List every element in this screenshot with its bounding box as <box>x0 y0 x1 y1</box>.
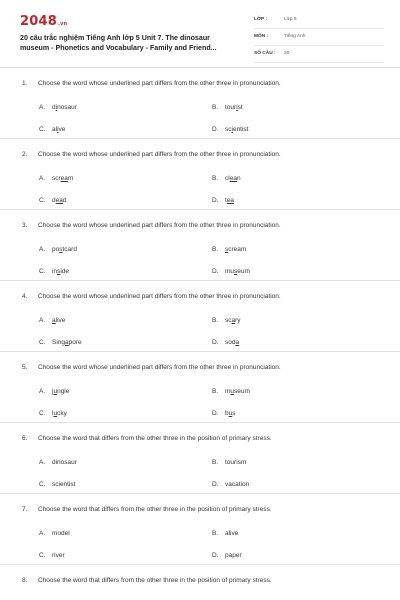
question-number: 2. <box>22 151 28 158</box>
option-letter: D. <box>212 339 219 346</box>
option-word <box>52 126 65 133</box>
word-part: b <box>225 410 229 417</box>
word-part: st <box>237 104 243 111</box>
option-word <box>52 552 65 559</box>
word-part: al <box>52 126 58 133</box>
answer-option[interactable] <box>212 126 249 133</box>
underlined-part: i <box>231 126 233 133</box>
option-word <box>52 317 65 324</box>
answer-option[interactable] <box>39 552 65 559</box>
question-number: 8. <box>22 577 28 584</box>
option-letter: B. <box>212 104 219 111</box>
meta-key: LỚP : <box>254 17 268 22</box>
answer-option[interactable] <box>39 317 65 324</box>
question-item <box>0 423 400 494</box>
answer-option[interactable] <box>39 388 69 395</box>
option-word <box>225 104 243 111</box>
answer-option[interactable] <box>39 126 65 133</box>
meta-key: SỐ CÂU : <box>254 51 276 56</box>
option-letter: B. <box>212 317 219 324</box>
word-part: tourism <box>225 459 247 466</box>
underlined-part: u <box>53 410 58 417</box>
word-part: tour <box>225 104 237 111</box>
word-part: river <box>52 552 65 559</box>
option-word <box>225 481 249 488</box>
word-part: sc <box>225 317 232 324</box>
option-word <box>225 459 246 466</box>
question-stem <box>22 577 272 584</box>
option-word <box>225 197 234 204</box>
question-stem <box>22 435 272 442</box>
logo-text: 2048 <box>20 14 57 29</box>
option-letter: B. <box>212 459 219 466</box>
option-letter: B. <box>212 175 219 182</box>
option-word <box>52 388 69 395</box>
answer-option[interactable] <box>212 459 246 466</box>
word-part: sc <box>225 126 232 133</box>
option-word <box>52 410 67 417</box>
word-part: cky <box>57 410 67 417</box>
option-letter: D. <box>212 268 219 275</box>
answer-option[interactable] <box>212 410 236 417</box>
word-part: j <box>52 388 54 395</box>
option-letter: C. <box>39 339 46 346</box>
question-text: Choose the word that differs from the other three in the position of primary stress. <box>38 506 272 513</box>
option-letter: C. <box>39 410 46 417</box>
worksheet-title: 20 câu trắc nghiệm Tiếng Anh lớp 5 Unit 7. The dinosaur museum - Phonetics and Vocabulary - Family and Friend... <box>20 34 217 52</box>
word-part: dinosaur <box>52 459 77 466</box>
word-part: m <box>225 388 231 395</box>
option-letter: A. <box>39 530 46 537</box>
option-letter: D. <box>212 197 219 204</box>
question-item <box>0 139 400 210</box>
option-word <box>52 339 82 346</box>
underlined-part: i <box>55 104 58 111</box>
option-letter: A. <box>39 388 46 395</box>
underlined-part: i <box>236 104 238 111</box>
question-text: Choose the word that differs from the other three in the position of primary stress. <box>38 435 272 442</box>
word-part: ve <box>58 126 66 133</box>
answer-option[interactable] <box>39 197 66 204</box>
underlined-part: i <box>57 126 59 133</box>
answer-option[interactable] <box>39 104 77 111</box>
question-stem <box>22 506 272 513</box>
question-number: 4. <box>22 293 28 300</box>
option-word <box>225 339 239 346</box>
question-number: 7. <box>22 506 28 513</box>
word-part: cl <box>225 175 230 182</box>
word-part: l <box>52 410 54 417</box>
answer-option[interactable] <box>39 410 67 417</box>
question-stem <box>22 80 281 87</box>
underlined-part: u <box>228 410 233 417</box>
word-part: ry <box>235 317 241 324</box>
underlined-part: a <box>235 339 240 346</box>
word-part: s <box>232 410 236 417</box>
logo-suffix: .vn <box>57 21 68 27</box>
option-letter: C. <box>39 552 46 559</box>
underlined-part: u <box>53 388 58 395</box>
underlined-part: ea <box>229 175 237 182</box>
question-text: Choose the word whose underlined part differs from the other three in pronunciation. <box>38 80 281 87</box>
option-letter: C. <box>39 268 46 275</box>
answer-option[interactable] <box>212 530 238 537</box>
option-word <box>52 175 73 182</box>
word-part: in <box>52 268 58 275</box>
option-letter: D. <box>212 126 219 133</box>
answer-option[interactable] <box>212 339 239 346</box>
word-part: pore <box>68 339 82 346</box>
option-letter: B. <box>212 530 219 537</box>
option-letter: C. <box>39 197 46 204</box>
underlined-part: ea <box>55 197 63 204</box>
word-part: seum <box>234 388 250 395</box>
question-number: 5. <box>22 364 28 371</box>
option-letter: A. <box>39 317 46 324</box>
meta-row-grade <box>254 14 384 29</box>
answer-option[interactable] <box>39 268 69 275</box>
answer-option[interactable] <box>212 552 242 559</box>
word-part: paper <box>225 552 242 559</box>
underlined-part: a <box>65 339 69 346</box>
answer-option[interactable] <box>212 197 234 204</box>
answer-option[interactable] <box>212 104 243 111</box>
worksheet-meta <box>254 14 384 65</box>
word-part: t <box>225 197 227 204</box>
word-part: alive <box>225 530 239 537</box>
question-number: 6. <box>22 435 28 442</box>
option-letter: D. <box>212 410 219 417</box>
option-letter: D. <box>212 552 219 559</box>
question-text: Choose the word whose underlined part differs from the other three in pronunciation. <box>38 151 281 158</box>
answer-option[interactable] <box>39 246 77 253</box>
option-word <box>225 388 250 395</box>
option-letter: A. <box>39 459 46 466</box>
option-word <box>225 410 236 417</box>
underlined-part: ea <box>226 197 235 204</box>
word-part: d <box>62 197 67 204</box>
answer-option[interactable] <box>39 459 77 466</box>
option-word <box>225 268 250 275</box>
question-stem <box>22 151 281 158</box>
word-part: m <box>67 175 74 182</box>
answer-option[interactable] <box>212 317 241 324</box>
word-part: cream <box>228 246 247 253</box>
underlined-part: s <box>57 268 61 275</box>
option-letter: B. <box>212 388 219 395</box>
answer-option[interactable] <box>212 246 246 253</box>
word-part: scr <box>52 175 61 182</box>
word-part: sod <box>225 339 236 346</box>
question-item <box>0 565 400 595</box>
option-word <box>52 197 66 204</box>
underlined-part: s <box>225 246 229 253</box>
question-item <box>0 494 400 565</box>
answer-option[interactable] <box>39 339 82 346</box>
word-part: mu <box>225 268 235 275</box>
option-word <box>52 104 77 111</box>
meta-key: MÔN : <box>254 34 269 39</box>
word-part: po <box>52 246 60 253</box>
answer-option[interactable] <box>212 175 241 182</box>
question-stem <box>22 364 281 371</box>
option-word <box>225 530 238 537</box>
option-letter: B. <box>212 246 219 253</box>
word-part: Sing <box>52 339 66 346</box>
question-stem <box>22 222 281 229</box>
question-list <box>0 68 400 595</box>
option-letter: D. <box>212 481 219 488</box>
site-logo[interactable] <box>20 14 67 29</box>
underlined-part: s <box>59 246 63 253</box>
option-letter: C. <box>39 481 46 488</box>
option-letter: C. <box>39 126 46 133</box>
underlined-part: ea <box>60 175 68 182</box>
meta-row-subject <box>254 31 384 46</box>
question-text: Choose the word whose underlined part differs from the other three in pronunciation. <box>38 293 281 300</box>
question-item <box>0 352 400 423</box>
word-part: n <box>236 175 241 182</box>
option-letter: A. <box>39 104 46 111</box>
word-part: model <box>52 530 70 537</box>
question-number: 1. <box>22 80 28 87</box>
answer-option[interactable] <box>39 530 70 537</box>
option-word <box>52 459 77 466</box>
meta-row-count <box>254 48 384 63</box>
word-part: ngle <box>57 388 70 395</box>
question-stem <box>22 293 281 300</box>
answer-option[interactable] <box>212 481 249 488</box>
word-part: d <box>52 197 56 204</box>
word-part: scientist <box>52 481 76 488</box>
option-word <box>225 126 249 133</box>
option-word <box>225 317 241 324</box>
word-part: eum <box>237 268 250 275</box>
meta-value: 20 <box>284 51 290 56</box>
meta-value: Tiếng Anh <box>284 34 306 39</box>
word-part: entist <box>232 126 249 133</box>
question-item <box>0 210 400 281</box>
option-word <box>225 552 242 559</box>
word-part: nosaur <box>57 104 77 111</box>
answer-option[interactable] <box>39 481 75 488</box>
option-word <box>225 175 241 182</box>
question-number: 3. <box>22 222 28 229</box>
word-part: ide <box>60 268 69 275</box>
underlined-part: a <box>52 317 56 324</box>
option-word <box>225 246 246 253</box>
question-item <box>0 281 400 352</box>
question-text: Choose the word whose underlined part differs from the other three in pronunciation. <box>38 222 281 229</box>
underlined-part: u <box>230 388 235 395</box>
option-word <box>52 481 75 488</box>
option-word <box>52 530 70 537</box>
option-word <box>52 268 69 275</box>
word-part: d <box>52 104 56 111</box>
worksheet-header <box>0 0 400 68</box>
option-word <box>52 246 77 253</box>
question-text: Choose the word whose underlined part differs from the other three in pronunciation. <box>38 364 281 371</box>
question-item <box>0 68 400 139</box>
word-part: tcard <box>62 246 77 253</box>
answer-option[interactable] <box>212 268 250 275</box>
underlined-part: s <box>234 268 238 275</box>
answer-option[interactable] <box>212 388 250 395</box>
answer-option[interactable] <box>39 175 73 182</box>
option-letter: A. <box>39 246 46 253</box>
word-part: live <box>55 317 66 324</box>
word-part: vacation <box>225 481 250 488</box>
meta-value: Lớp 5 <box>284 17 297 22</box>
underlined-part: a <box>231 317 236 324</box>
question-text: Choose the word that differs from the other three in the position of primary stress. <box>38 577 272 584</box>
option-letter: A. <box>39 175 46 182</box>
